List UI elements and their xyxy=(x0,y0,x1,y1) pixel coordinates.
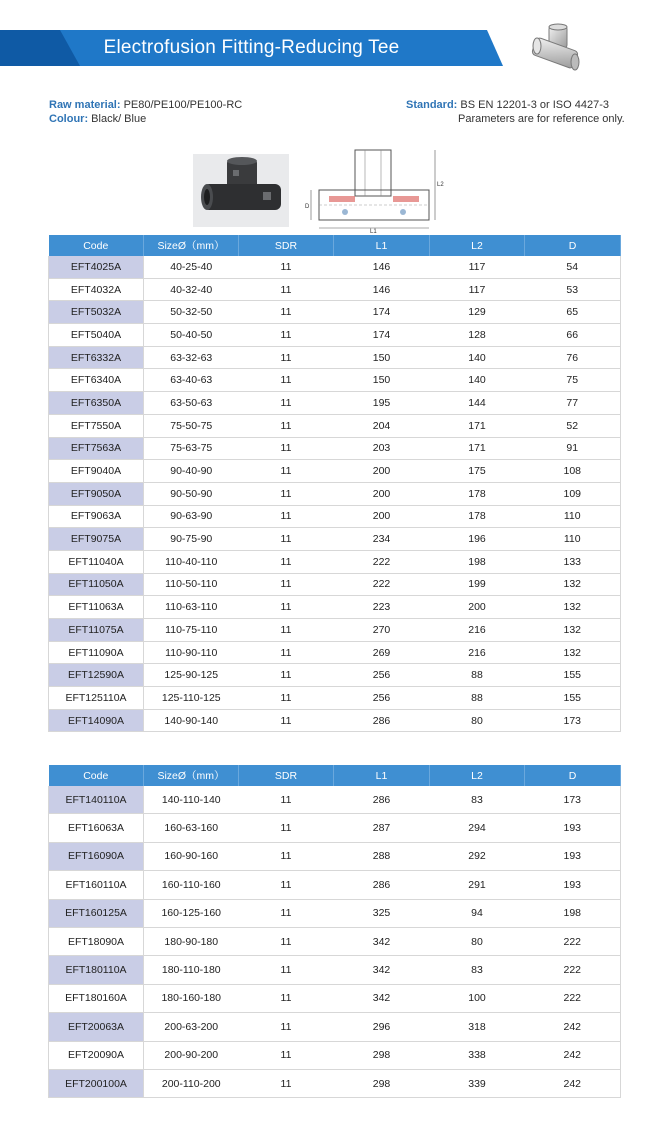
l2-cell: 216 xyxy=(430,641,525,664)
column-header-d: D xyxy=(525,235,621,256)
size-cell: 125-90-125 xyxy=(144,664,239,687)
l2-cell: 175 xyxy=(430,460,525,483)
sdr-cell: 11 xyxy=(239,482,334,505)
spec-table-2 xyxy=(48,765,621,1098)
l1-cell: 200 xyxy=(334,482,430,505)
code-cell: EFT9040A xyxy=(49,460,144,483)
table-row xyxy=(49,369,621,392)
l2-cell: 94 xyxy=(430,899,525,927)
d-cell: 173 xyxy=(525,786,621,814)
table-row xyxy=(49,460,621,483)
code-cell: EFT180110A xyxy=(49,956,144,984)
table-row xyxy=(49,301,621,324)
l2-cell: 294 xyxy=(430,814,525,842)
d-cell: 242 xyxy=(525,1013,621,1041)
l1-cell: 256 xyxy=(334,664,430,687)
d-cell: 132 xyxy=(525,641,621,664)
page-title: Electrofusion Fitting-Reducing Tee xyxy=(103,37,400,58)
colour-label: Colour: xyxy=(49,113,89,125)
table-header-row xyxy=(49,765,621,786)
code-cell: EFT180160A xyxy=(49,984,144,1012)
column-header-l2: L2 xyxy=(430,235,525,256)
code-cell: EFT11090A xyxy=(49,641,144,664)
table-row xyxy=(49,392,621,415)
code-cell: EFT4032A xyxy=(49,278,144,301)
standard-label: Standard: xyxy=(406,99,458,111)
table-header-row xyxy=(49,235,621,256)
size-cell: 160-125-160 xyxy=(144,899,239,927)
d-cell: 133 xyxy=(525,550,621,573)
size-cell: 180-90-180 xyxy=(144,927,239,955)
l2-cell: 318 xyxy=(430,1013,525,1041)
d-cell: 222 xyxy=(525,927,621,955)
table-row xyxy=(49,842,621,870)
l2-cell: 88 xyxy=(430,664,525,687)
l2-cell: 83 xyxy=(430,786,525,814)
sdr-cell: 11 xyxy=(239,687,334,710)
l2-cell: 100 xyxy=(430,984,525,1012)
l2-cell: 198 xyxy=(430,550,525,573)
code-cell: EFT160110A xyxy=(49,871,144,899)
l1-cell: 204 xyxy=(334,414,430,437)
material-info xyxy=(49,98,242,126)
sdr-cell: 11 xyxy=(239,1069,334,1097)
code-cell: EFT16063A xyxy=(49,814,144,842)
tee-fitting-icon xyxy=(527,20,587,78)
l2-cell: 291 xyxy=(430,871,525,899)
size-cell: 140-110-140 xyxy=(144,786,239,814)
table-row xyxy=(49,437,621,460)
size-cell: 160-110-160 xyxy=(144,871,239,899)
l1-cell: 234 xyxy=(334,528,430,551)
sdr-cell: 11 xyxy=(239,596,334,619)
l1-cell: 150 xyxy=(334,346,430,369)
l1-cell: 146 xyxy=(334,278,430,301)
l2-cell: 80 xyxy=(430,709,525,732)
d-cell: 173 xyxy=(525,709,621,732)
size-cell: 160-90-160 xyxy=(144,842,239,870)
code-cell: EFT11040A xyxy=(49,550,144,573)
d-cell: 155 xyxy=(525,664,621,687)
table-row xyxy=(49,664,621,687)
code-cell: EFT11075A xyxy=(49,619,144,642)
l1-cell: 200 xyxy=(334,505,430,528)
sdr-cell: 11 xyxy=(239,437,334,460)
sdr-cell: 11 xyxy=(239,641,334,664)
l1-cell: 288 xyxy=(334,842,430,870)
table-row xyxy=(49,619,621,642)
table-row xyxy=(49,528,621,551)
sdr-cell: 11 xyxy=(239,984,334,1012)
table-row xyxy=(49,278,621,301)
l2-cell: 117 xyxy=(430,256,525,278)
l1-cell: 200 xyxy=(334,460,430,483)
size-cell: 50-32-50 xyxy=(144,301,239,324)
l2-cell: 140 xyxy=(430,346,525,369)
sdr-cell: 11 xyxy=(239,369,334,392)
table-row xyxy=(49,1041,621,1069)
l2-cell: 338 xyxy=(430,1041,525,1069)
product-photo xyxy=(193,154,289,227)
sdr-cell: 11 xyxy=(239,842,334,870)
d-cell: 193 xyxy=(525,814,621,842)
l2-cell: 128 xyxy=(430,324,525,347)
table-row xyxy=(49,899,621,927)
code-cell: EFT11050A xyxy=(49,573,144,596)
l1-cell: 146 xyxy=(334,256,430,278)
table-row xyxy=(49,786,621,814)
d-cell: 242 xyxy=(525,1041,621,1069)
l1-cell: 286 xyxy=(334,709,430,732)
l2-cell: 200 xyxy=(430,596,525,619)
size-cell: 63-32-63 xyxy=(144,346,239,369)
l1-cell: 287 xyxy=(334,814,430,842)
table-row xyxy=(49,573,621,596)
l1-cell: 286 xyxy=(334,871,430,899)
table-row xyxy=(49,482,621,505)
code-cell: EFT16090A xyxy=(49,842,144,870)
l1-cell: 222 xyxy=(334,573,430,596)
l1-cell: 298 xyxy=(334,1041,430,1069)
l2-cell: 199 xyxy=(430,573,525,596)
d-cell: 54 xyxy=(525,256,621,278)
size-cell: 160-63-160 xyxy=(144,814,239,842)
d-cell: 91 xyxy=(525,437,621,460)
code-cell: EFT5032A xyxy=(49,301,144,324)
sdr-cell: 11 xyxy=(239,573,334,596)
table-row xyxy=(49,927,621,955)
sdr-cell: 11 xyxy=(239,927,334,955)
size-cell: 90-40-90 xyxy=(144,460,239,483)
column-header-code: Code xyxy=(49,765,144,786)
column-header-sdr: SDR xyxy=(239,765,334,786)
d-cell: 242 xyxy=(525,1069,621,1097)
table-row xyxy=(49,984,621,1012)
size-cell: 110-63-110 xyxy=(144,596,239,619)
size-cell: 75-50-75 xyxy=(144,414,239,437)
spec-table-1 xyxy=(48,235,621,732)
code-cell: EFT20063A xyxy=(49,1013,144,1041)
d-cell: 77 xyxy=(525,392,621,415)
l1-cell: 342 xyxy=(334,927,430,955)
sdr-cell: 11 xyxy=(239,1041,334,1069)
l1-cell: 256 xyxy=(334,687,430,710)
d-cell: 193 xyxy=(525,842,621,870)
d-cell: 76 xyxy=(525,346,621,369)
size-cell: 110-40-110 xyxy=(144,550,239,573)
code-cell: EFT7550A xyxy=(49,414,144,437)
sdr-cell: 11 xyxy=(239,786,334,814)
table-row xyxy=(49,871,621,899)
size-cell: 90-50-90 xyxy=(144,482,239,505)
l1-cell: 325 xyxy=(334,899,430,927)
l2-cell: 80 xyxy=(430,927,525,955)
size-cell: 200-63-200 xyxy=(144,1013,239,1041)
size-cell: 63-40-63 xyxy=(144,369,239,392)
l2-cell: 178 xyxy=(430,482,525,505)
sdr-cell: 11 xyxy=(239,814,334,842)
l1-cell: 296 xyxy=(334,1013,430,1041)
l1-cell: 203 xyxy=(334,437,430,460)
size-cell: 63-50-63 xyxy=(144,392,239,415)
raw-material-value: PE80/PE100/PE100-RC xyxy=(123,99,243,111)
technical-drawing xyxy=(305,146,443,234)
reference-note: Parameters are for reference only. xyxy=(458,113,625,125)
l2-cell: 88 xyxy=(430,687,525,710)
sdr-cell: 11 xyxy=(239,278,334,301)
sdr-cell: 11 xyxy=(239,301,334,324)
l2-cell: 144 xyxy=(430,392,525,415)
code-cell: EFT9063A xyxy=(49,505,144,528)
sdr-cell: 11 xyxy=(239,550,334,573)
l1-cell: 298 xyxy=(334,1069,430,1097)
column-header-l2: L2 xyxy=(430,765,525,786)
table-row xyxy=(49,505,621,528)
l1-cell: 174 xyxy=(334,324,430,347)
l1-cell: 270 xyxy=(334,619,430,642)
column-header-size: SizeØ（mm） xyxy=(144,765,239,786)
code-cell: EFT6332A xyxy=(49,346,144,369)
drawing-label-d: D xyxy=(305,204,310,210)
column-header-code: Code xyxy=(49,235,144,256)
sdr-cell: 11 xyxy=(239,324,334,347)
l1-cell: 286 xyxy=(334,786,430,814)
d-cell: 198 xyxy=(525,899,621,927)
table-row xyxy=(49,550,621,573)
l1-cell: 174 xyxy=(334,301,430,324)
table-row xyxy=(49,414,621,437)
d-cell: 108 xyxy=(525,460,621,483)
d-cell: 132 xyxy=(525,573,621,596)
code-cell: EFT11063A xyxy=(49,596,144,619)
size-cell: 140-90-140 xyxy=(144,709,239,732)
standard-info xyxy=(406,98,625,126)
d-cell: 222 xyxy=(525,984,621,1012)
size-cell: 90-63-90 xyxy=(144,505,239,528)
d-cell: 65 xyxy=(525,301,621,324)
size-cell: 50-40-50 xyxy=(144,324,239,347)
table-row xyxy=(49,709,621,732)
table-row xyxy=(49,956,621,984)
code-cell: EFT6350A xyxy=(49,392,144,415)
sdr-cell: 11 xyxy=(239,956,334,984)
code-cell: EFT125110A xyxy=(49,687,144,710)
table-row xyxy=(49,1013,621,1041)
l2-cell: 171 xyxy=(430,414,525,437)
size-cell: 110-50-110 xyxy=(144,573,239,596)
code-cell: EFT7563A xyxy=(49,437,144,460)
l1-cell: 150 xyxy=(334,369,430,392)
sdr-cell: 11 xyxy=(239,346,334,369)
code-cell: EFT14090A xyxy=(49,709,144,732)
column-header-d: D xyxy=(525,765,621,786)
sdr-cell: 11 xyxy=(239,871,334,899)
table-1-body xyxy=(49,256,621,732)
d-cell: 193 xyxy=(525,871,621,899)
sdr-cell: 11 xyxy=(239,505,334,528)
code-cell: EFT200100A xyxy=(49,1069,144,1097)
l1-cell: 342 xyxy=(334,956,430,984)
sdr-cell: 11 xyxy=(239,460,334,483)
d-cell: 75 xyxy=(525,369,621,392)
code-cell: EFT160125A xyxy=(49,899,144,927)
d-cell: 222 xyxy=(525,956,621,984)
sdr-cell: 11 xyxy=(239,414,334,437)
sdr-cell: 11 xyxy=(239,528,334,551)
size-cell: 110-75-110 xyxy=(144,619,239,642)
size-cell: 40-32-40 xyxy=(144,278,239,301)
sdr-cell: 11 xyxy=(239,392,334,415)
l2-cell: 171 xyxy=(430,437,525,460)
d-cell: 132 xyxy=(525,619,621,642)
code-cell: EFT140110A xyxy=(49,786,144,814)
code-cell: EFT4025A xyxy=(49,256,144,278)
l1-cell: 342 xyxy=(334,984,430,1012)
l1-cell: 195 xyxy=(334,392,430,415)
drawing-label-l2: L2 xyxy=(437,182,444,188)
size-cell: 200-90-200 xyxy=(144,1041,239,1069)
d-cell: 132 xyxy=(525,596,621,619)
table-row xyxy=(49,256,621,278)
raw-material-label: Raw material: xyxy=(49,99,121,111)
d-cell: 110 xyxy=(525,528,621,551)
d-cell: 109 xyxy=(525,482,621,505)
column-header-sdr: SDR xyxy=(239,235,334,256)
sdr-cell: 11 xyxy=(239,256,334,278)
column-header-size: SizeØ（mm） xyxy=(144,235,239,256)
d-cell: 66 xyxy=(525,324,621,347)
table-row xyxy=(49,324,621,347)
code-cell: EFT20090A xyxy=(49,1041,144,1069)
code-cell: EFT12590A xyxy=(49,664,144,687)
l1-cell: 269 xyxy=(334,641,430,664)
l1-cell: 222 xyxy=(334,550,430,573)
title-banner xyxy=(0,30,503,66)
d-cell: 110 xyxy=(525,505,621,528)
standard-value: BS EN 12201-3 or ISO 4427-3 xyxy=(460,99,609,111)
l2-cell: 178 xyxy=(430,505,525,528)
sdr-cell: 11 xyxy=(239,664,334,687)
size-cell: 75-63-75 xyxy=(144,437,239,460)
d-cell: 53 xyxy=(525,278,621,301)
l2-cell: 83 xyxy=(430,956,525,984)
code-cell: EFT5040A xyxy=(49,324,144,347)
l2-cell: 216 xyxy=(430,619,525,642)
column-header-l1: L1 xyxy=(334,235,430,256)
code-cell: EFT18090A xyxy=(49,927,144,955)
table-row xyxy=(49,596,621,619)
table-row xyxy=(49,687,621,710)
table-row xyxy=(49,814,621,842)
sdr-cell: 11 xyxy=(239,899,334,927)
d-cell: 52 xyxy=(525,414,621,437)
table-2-body xyxy=(49,786,621,1098)
sdr-cell: 11 xyxy=(239,709,334,732)
table-row xyxy=(49,1069,621,1097)
l1-cell: 223 xyxy=(334,596,430,619)
l2-cell: 129 xyxy=(430,301,525,324)
colour-value: Black/ Blue xyxy=(91,113,147,125)
size-cell: 40-25-40 xyxy=(144,256,239,278)
table-row xyxy=(49,346,621,369)
l2-cell: 196 xyxy=(430,528,525,551)
code-cell: EFT6340A xyxy=(49,369,144,392)
size-cell: 180-110-180 xyxy=(144,956,239,984)
size-cell: 125-110-125 xyxy=(144,687,239,710)
code-cell: EFT9050A xyxy=(49,482,144,505)
size-cell: 200-110-200 xyxy=(144,1069,239,1097)
d-cell: 155 xyxy=(525,687,621,710)
l2-cell: 140 xyxy=(430,369,525,392)
l2-cell: 339 xyxy=(430,1069,525,1097)
size-cell: 110-90-110 xyxy=(144,641,239,664)
code-cell: EFT9075A xyxy=(49,528,144,551)
drawing-label-l1: L1 xyxy=(370,229,377,235)
table-row xyxy=(49,641,621,664)
sdr-cell: 11 xyxy=(239,1013,334,1041)
l2-cell: 117 xyxy=(430,278,525,301)
size-cell: 90-75-90 xyxy=(144,528,239,551)
sdr-cell: 11 xyxy=(239,619,334,642)
size-cell: 180-160-180 xyxy=(144,984,239,1012)
l2-cell: 292 xyxy=(430,842,525,870)
column-header-l1: L1 xyxy=(334,765,430,786)
